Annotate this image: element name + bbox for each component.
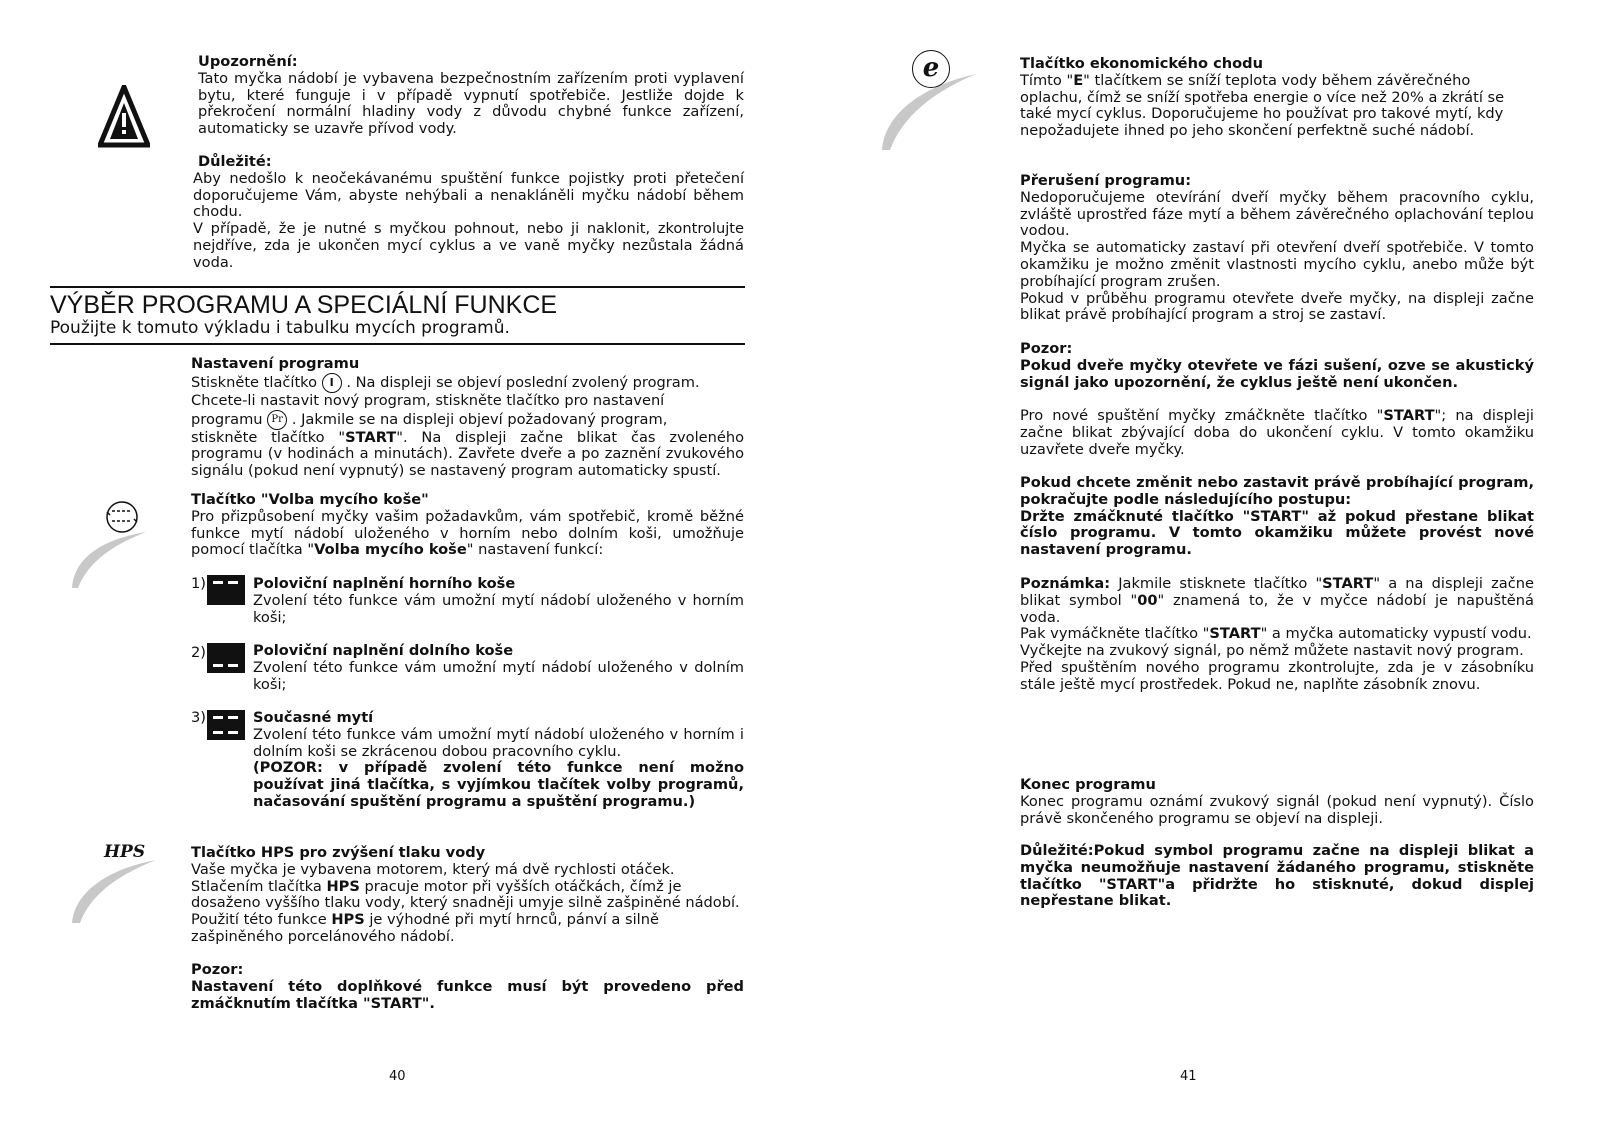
right-page — [800, 0, 1600, 1131]
pr-button-icon: Pr — [267, 410, 287, 430]
section-subtitle: Použijte k tomuto výkladu i tabulku mycích programů. — [50, 318, 510, 338]
caution-title: Pozor: — [191, 961, 244, 978]
page-number: 41 — [1180, 1069, 1197, 1084]
eco-title: Tlačítko ekonomického chodu — [1020, 55, 1263, 72]
caution-block — [191, 962, 744, 1012]
right-important-body: Důležité:Pokud symbol programu začne na displeji blikat a myčka neumožňuje nastavení žádaného programu, stiskněte tlačítko "START"a přidržte ho stisknuté, dokud displej nepřestane blikat. — [1020, 842, 1534, 910]
program-setting-block — [191, 356, 744, 480]
page-number: 40 — [389, 1069, 406, 1084]
basket-body: Pro přizpůsobení myčky vašim požadavkům, vám spotřebič, kromě běžné funkce mytí nádobí uloženého v horním nebo dolním koši, umožňuje pomocí tlačítka "Volba mycího koše" nastavení funkcí: — [191, 507, 744, 559]
note-body-2: Pak vymáčkněte tlačítko "START" a myčka automaticky vypustí vodu. — [1020, 625, 1532, 643]
interrupt-body-3: Pokud v průběhu programu otevřete dveře myčky, na displeji začne blikat právě probíhající program a stroj se zastaví. — [1020, 289, 1534, 324]
important-title: Důležité: — [198, 153, 272, 170]
hps-block — [191, 845, 744, 946]
option-1 — [253, 576, 744, 626]
right-caution-body: Pokud dveře myčky otevřete ve fázi sušení, ozve se akustický signál jako upozornění, že cyklus ještě není ukončen. — [1020, 356, 1534, 391]
option-3-number: 3) — [191, 709, 206, 726]
hps-body: Vaše myčka je vybavena motorem, který má dvě rychlosti otáček. Stlačením tlačítka HPS pracuje motor při vyšších otáčkách, čímž je dosaženo vyššího tlaku vody, který snadněji umyje silně zašpiněné nádobí. Použití této funkce HPS je výhodné při mytí hrnců, pánví a silně zašpiněného porcelánového nádobí. — [191, 860, 740, 945]
program-setting-title: Nastavení programu — [191, 355, 360, 372]
option-3-body: Zvolení této funkce vám umožní mytí nádobí uloženého v horním i dolním koši se zkrácenou dobou pracovního cyklu. — [253, 725, 744, 760]
option-1-body: Zvolení této funkce vám umožní mytí nádobí uloženého v horním koši; — [253, 591, 744, 626]
interrupt-body-2: Myčka se automaticky zastaví při otevření dveří spotřebiče. V tomto okamžiku je možno změnit vlastnosti mycího cyklu, anebo může být probíhající program zrušen. — [1020, 239, 1534, 290]
option-2-title: Poloviční naplnění dolního koše — [253, 642, 514, 659]
important-body-2: V případě, že je nutné s myčkou pohnout, nebo ji naklonit, zkontrolujte nejdříve, zda je ukončen mycí cyklus a ve vaně myčky nezůstala žádná voda. — [193, 220, 744, 271]
eco-body: Tímto "E" tlačítkem se sníží teplota vody během závěrečného oplachu, čímž se sníží spotřeba energie o více než 20% a zkrátí se také mycí cyklus. Doporučujeme ho používat pro takové mytí, kdy nepožadujete ihned po jeho skončení perfektně suché nádobí. — [1020, 71, 1505, 140]
hps-icon: HPS — [104, 842, 146, 862]
important-body-1: Aby nedošlo k neočekávanému spuštění funkce pojistky proti přetečení doporučujeme Vám, abyste nehýbali a nenakláněli myčku nádobí během chodu. — [193, 169, 744, 221]
option-3-title: Současné mytí — [253, 709, 374, 726]
change-body-1: Pokud chcete změnit nebo zastavit právě probíhající program, pokračujte podle následujícího postupu: — [1020, 474, 1534, 508]
change-block — [1020, 475, 1534, 559]
section-bottom-divider — [50, 343, 745, 345]
interrupt-body-1: Nedoporučujeme otevírání dveří myčky během pracovního cyklu, zvláště uprostřed fáze mytí a během závěrečného oplachování teplou vodou. — [1020, 188, 1534, 240]
warning-body: Tato myčka nádobí je vybavena bezpečnostním zařízením proti vyplavení bytu, které funguje i v případě vypnutí spotřebiče. Jestliže dojde k překročení normální hladiny vody z důvodu chybné funkce zařízení, automaticky se uzavře přívod vody. — [198, 69, 744, 138]
restart-block — [1020, 408, 1534, 458]
restart-body: Pro nové spuštění myčky zmáčkněte tlačítko "START"; na displeji začne blikat zbývající doba do ukončení cyklu. V tomto okamžiku uzavřete dveře myčky. — [1020, 407, 1534, 458]
hps-title: Tlačítko HPS pro zvýšení tlaku vody — [191, 844, 486, 861]
right-important-block — [1020, 843, 1534, 910]
end-block — [1020, 777, 1534, 827]
important-block — [193, 154, 744, 272]
basket-selection-icon — [102, 497, 142, 537]
program-setting-line4: stiskněte tlačítko "START". Na displeji začne blikat čas zvoleného programu (v hodinách a minutách). Zavřete dveře a po zaznění zvukového signálu (pokud není vypnutý) se nastavený program automaticky spustí. — [191, 428, 745, 480]
option-3 — [253, 710, 744, 811]
eco-block — [1020, 56, 1534, 140]
note-body-3: Vyčkejte na zvukový signál, po němž můžete nastavit nový program. — [1020, 642, 1524, 660]
option-1-number: 1) — [191, 575, 206, 592]
note-body-1: Poznámka: Jakmile stisknete tlačítko "START" a na displeji začne blikat symbol "00" znamená to, že v myčce nádobí je napuštěná voda. — [1020, 575, 1534, 626]
option-2 — [253, 643, 744, 693]
interrupt-block — [1020, 173, 1534, 324]
note-block — [1020, 576, 1534, 694]
change-body-2: Držte zmáčknuté tlačítko "START" až pokud přestane blikat číslo programu. V tomto okamžiku můžete provést nové nastavení programu. — [1020, 507, 1534, 559]
upper-basket-icon — [207, 575, 245, 605]
basket-title: Tlačítko "Volba mycího koše" — [191, 491, 429, 508]
note-body-4: Před spuštěním nového programu zkontrolujte, zda je v zásobníku stále ještě mycí prostředek. Pokud ne, naplňte zásobník znovu. — [1020, 658, 1534, 693]
section-top-divider — [50, 286, 745, 288]
end-title: Konec programu — [1020, 776, 1156, 793]
program-setting-line3: programu Pr . Jakmile se na displeji objeví požadovaný program, — [191, 410, 668, 428]
warning-block — [198, 54, 744, 138]
option-3-note: (POZOR: v případě zvolení této funkce není možno používat jiná tlačítka, s vyjímkou tlačítek volby programů, načasování spuštění programu a spuštění programu.) — [253, 759, 744, 810]
right-caution-block — [1020, 341, 1534, 391]
option-2-body: Zvolení této funkce vám umožní mytí nádobí uloženého v dolním koši; — [253, 658, 744, 693]
warning-triangle-icon — [98, 85, 150, 149]
caution-body: Nastavení této doplňkové funkce musí být provedeno před zmáčknutím tlačítka "START". — [191, 977, 744, 1012]
right-caution-title: Pozor: — [1020, 340, 1073, 357]
program-setting-line2: Chcete-li nastavit nový program, stiskněte tlačítko pro nastavení — [191, 391, 665, 409]
option-2-number: 2) — [191, 644, 206, 661]
lower-basket-icon — [207, 643, 245, 673]
both-baskets-icon — [207, 710, 245, 740]
option-1-title: Poloviční naplnění horního koše — [253, 575, 516, 592]
warning-title: Upozornění: — [198, 53, 298, 70]
eco-icon: e — [912, 50, 950, 88]
program-setting-line1: Stiskněte tlačítko I . Na displeji se objeví poslední zvolený program. — [191, 373, 700, 391]
basket-block — [191, 492, 744, 559]
power-button-icon: I — [322, 373, 342, 393]
section-title: VÝBĚR PROGRAMU A SPECIÁLNÍ FUNKCE — [50, 291, 558, 319]
end-body: Konec programu oznámí zvukový signál (pokud není vypnutý). Číslo právě skončeného programu se objeví na displeji. — [1020, 792, 1534, 827]
interrupt-title: Přerušení programu: — [1020, 172, 1192, 189]
